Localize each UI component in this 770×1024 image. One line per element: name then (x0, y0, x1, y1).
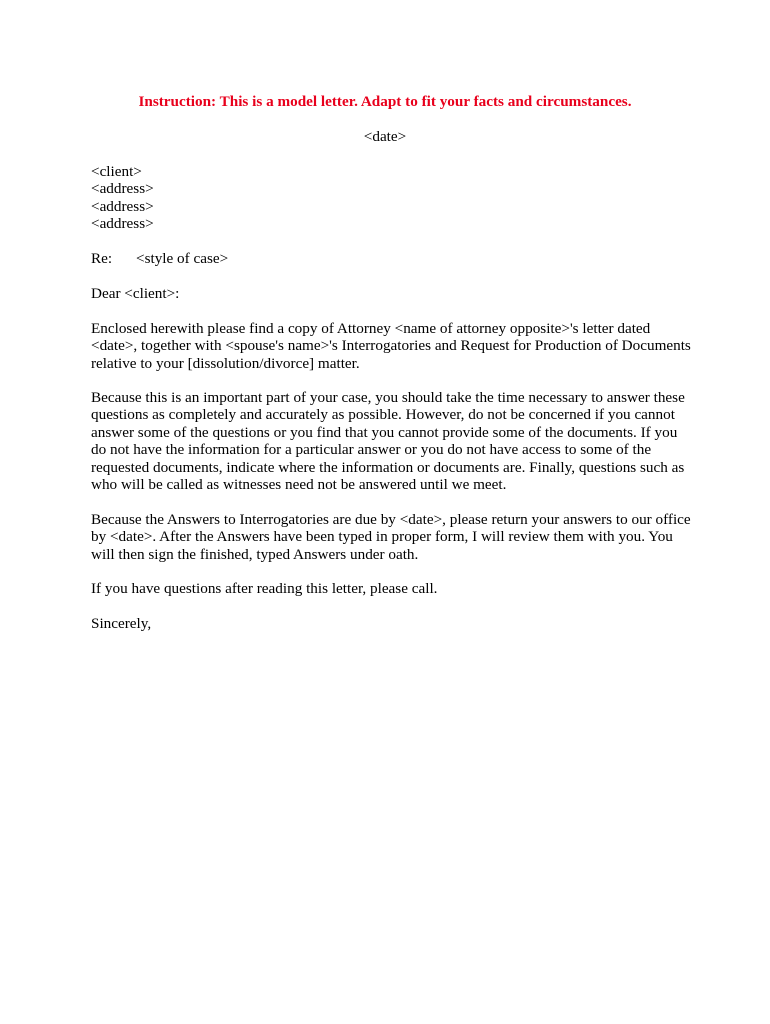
recipient-address-line: <address> (91, 180, 154, 198)
re-line (91, 250, 691, 267)
recipient-address-block (91, 163, 691, 233)
salutation: Dear <client>: (91, 285, 180, 302)
recipient-address-line: <address> (91, 197, 154, 215)
closing: Sincerely, (91, 615, 152, 632)
body-paragraph: Because the Answers to Interrogatories are due by <date>, please return your answers to our office by <date>. After the Answers have been typed in proper form, I will review them with you. You will then sign the finished, typed Answers under oath. (91, 511, 691, 563)
re-value: <style of case> (136, 250, 229, 267)
letter-date: <date> (363, 128, 407, 145)
re-label: Re: (91, 250, 113, 267)
body-paragraph: If you have questions after reading this letter, please call. (91, 580, 438, 597)
body-paragraph: Enclosed herewith please find a copy of Attorney <name of attorney opposite>'s letter dated <date>, together with <spouse's name>'s Interrogatories and Request for Production of Documents relative to your [dissolution/divorce] matter. (91, 320, 691, 372)
recipient-name: <client> (91, 163, 142, 180)
recipient-address-line: <address> (91, 215, 154, 233)
instruction-heading: Instruction: This is a model letter. Adapt to fit your facts and circumstances. (138, 93, 632, 110)
body-paragraph: Because this is an important part of your case, you should take the time necessary to answer these questions as completely and accurately as possible. However, do not be concerned if you cannot answer some of the questions or you find that you cannot provide some of the documents. If you do not have the information for a particular answer or you do not have access to some of the requested documents, indicate where the information or documents are. Finally, questions such as who will be called as witnesses need not be answered until we meet. (91, 389, 685, 494)
